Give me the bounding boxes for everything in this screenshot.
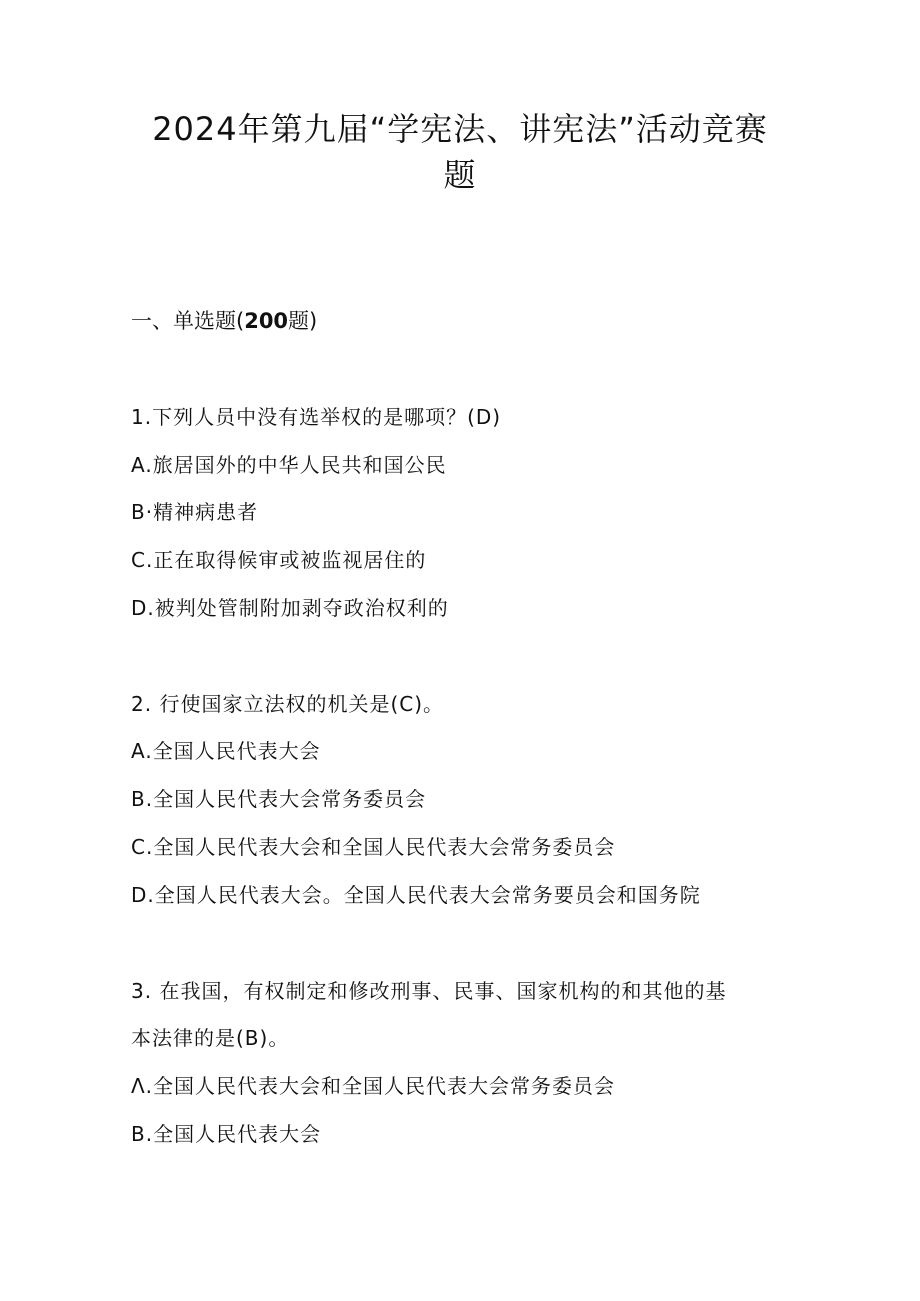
document-title-line2: 题 [443,156,477,194]
question-3-option-a: Λ.全国人民代表大会和全国人民代表大会常务委员会 [131,1074,616,1098]
question-3-option-b: B.全国人民代表大会 [131,1122,322,1146]
document-title-line1: 2024年第九届“学宪法、讲宪法”活动竞赛 [152,110,768,148]
question-2-option-d: D.全国人民代表大会。全国人民代表大会常务要员会和国务院 [131,883,701,907]
question-1-option-c: C.正在取得候审或被监视居住的 [131,548,427,572]
question-3-stem-line1: 3. 在我国，有权制定和修改刑事、民事、国家机构的和其他的基 [131,979,727,1003]
question-1-option-b: B·精神病患者 [131,500,259,524]
question-3-stem-line2: 本法律的是(B)。 [131,1026,290,1050]
section-question-count: 200 [244,309,289,333]
question-1-stem: 1.下列人员中没有选举权的是哪项？(D) [131,405,502,429]
question-2-option-b: B.全国人民代表大会常务委员会 [131,787,427,811]
section-heading [131,306,317,336]
section-heading-suffix: 题) [288,309,318,333]
question-2-option-c: C.全国人民代表大会和全国人民代表大会常务委员会 [131,835,616,859]
question-1-option-d: D.被判处管制附加剥夺政治权利的 [131,596,449,620]
question-1-option-a: A.旅居国外的中华人民共和国公民 [131,453,447,477]
section-heading-prefix: 一、单选题( [131,309,245,333]
document-title [120,106,800,198]
question-2-option-a: A.全国人民代表大会 [131,739,321,763]
question-2-stem: 2. 行使国家立法权的机关是(C)。 [131,692,445,716]
